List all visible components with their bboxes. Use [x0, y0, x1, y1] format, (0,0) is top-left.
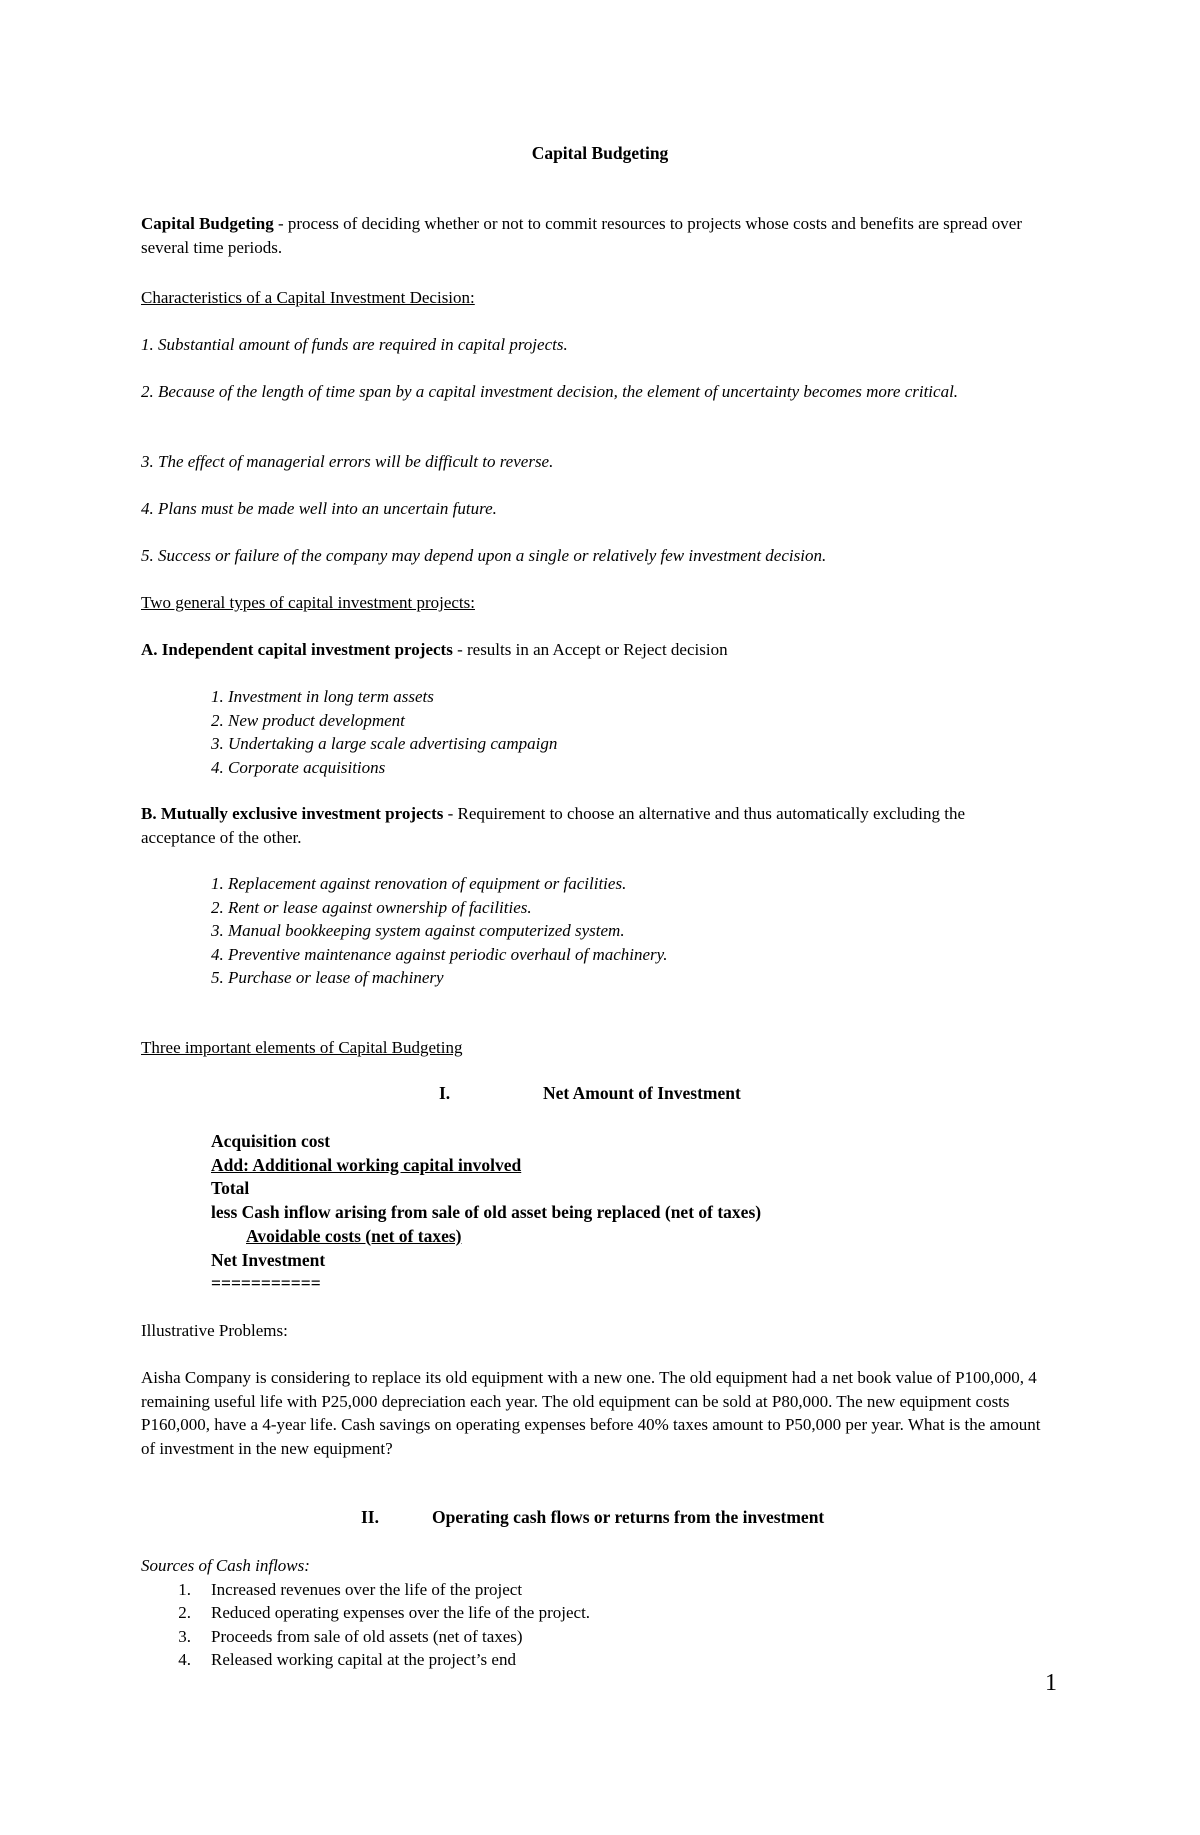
- sources-heading: Sources of Cash inflows:: [141, 1556, 310, 1575]
- characteristic-item: 3. The effect of managerial errors will be difficult to reverse.: [141, 452, 554, 471]
- type-a-paragraph: [141, 638, 1041, 662]
- net-line-indented: Avoidable costs (net of taxes): [246, 1225, 462, 1246]
- type-b-item: 4. Preventive maintenance against periodic overhaul of machinery.: [211, 944, 668, 964]
- net-line: Net Investment: [211, 1249, 326, 1270]
- section-2-title: Operating cash flows or returns from the investment: [432, 1507, 825, 1527]
- list-item: 2. Reduced operating expenses over the life of the project.: [178, 1603, 591, 1622]
- section-1-title: Net Amount of Investment: [543, 1083, 741, 1103]
- net-line: Total: [211, 1178, 250, 1199]
- list-item: 4. Released working capital at the project’s end: [178, 1650, 516, 1669]
- list-item: 1. Increased revenues over the life of the project: [178, 1579, 523, 1599]
- type-a-item: 2. New product development: [211, 710, 405, 730]
- definition-term: Capital Budgeting: [141, 214, 274, 233]
- net-line: less Cash inflow arising from sale of old asset being replaced (net of taxes): [211, 1202, 762, 1223]
- net-line: ===========: [211, 1273, 321, 1294]
- page-title: Capital Budgeting: [531, 143, 669, 163]
- problem-paragraph: Aisha Company is considering to replace its old equipment with a new one. The old equipment had a net book value of P100,000, 4 remaining useful life with P25,000 depreciation each year. The old equipment can be sold at P80,000. The new equipment costs P160,000, have a 4-year life. Cash savings on operating expenses before 40% taxes amount to P50,000 per year. What is the amount of investment in the new equipment?: [141, 1368, 1041, 1458]
- type-a-item: 1. Investment in long term assets: [211, 687, 434, 706]
- characteristic-item: 1. Substantial amount of funds are required in capital projects.: [141, 335, 568, 354]
- characteristic-item: 2. Because of the length of time span by a capital investment decision, the element of uncertainty becomes more critical.: [141, 382, 959, 401]
- type-a-item: 3. Undertaking a large scale advertising campaign: [211, 734, 558, 753]
- type-b-item: 2. Rent or lease against ownership of facilities.: [211, 897, 532, 917]
- type-b-item: 5. Purchase or lease of machinery: [211, 968, 444, 987]
- type-b-label: B. Mutually exclusive investment projects: [141, 804, 444, 823]
- list-item: 3. Proceeds from sale of old assets (net of taxes): [178, 1626, 523, 1646]
- type-b-text: - Requirement to choose an alternative and thus automatically excluding the acceptance of the other.: [141, 804, 965, 847]
- section-1-number: I.: [439, 1083, 451, 1103]
- characteristics-heading: Characteristics of a Capital Investment Decision:: [141, 288, 475, 307]
- type-b-item: 3. Manual bookkeeping system against computerized system.: [211, 921, 625, 940]
- type-b-item: 1. Replacement against renovation of equipment or facilities.: [211, 874, 627, 893]
- elements-heading: Three important elements of Capital Budgeting: [141, 1038, 463, 1057]
- characteristic-item: 5. Success or failure of the company may depend upon a single or relatively few investment decision.: [141, 546, 827, 565]
- type-b-paragraph: [141, 802, 1041, 849]
- definition-text: - process of deciding whether or not to commit resources to projects whose costs and benefits are spread over several time periods.: [141, 214, 1022, 257]
- type-a-item: 4. Corporate acquisitions: [211, 757, 386, 777]
- characteristic-item: 4. Plans must be made well into an uncertain future.: [141, 499, 497, 518]
- page-number: 1: [1045, 1670, 1057, 1696]
- sources-list: [141, 1578, 591, 1672]
- type-a-text: - results in an Accept or Reject decision: [452, 640, 728, 659]
- illustrative-heading: Illustrative Problems:: [141, 1321, 288, 1340]
- type-a-label: A. Independent capital investment projects: [141, 640, 453, 659]
- net-line: Acquisition cost: [211, 1131, 331, 1151]
- net-line: Add: Additional working capital involved: [211, 1154, 522, 1175]
- definition-paragraph: [141, 212, 1041, 259]
- types-heading: Two general types of capital investment projects:: [141, 593, 475, 612]
- section-2-number: II.: [361, 1507, 379, 1527]
